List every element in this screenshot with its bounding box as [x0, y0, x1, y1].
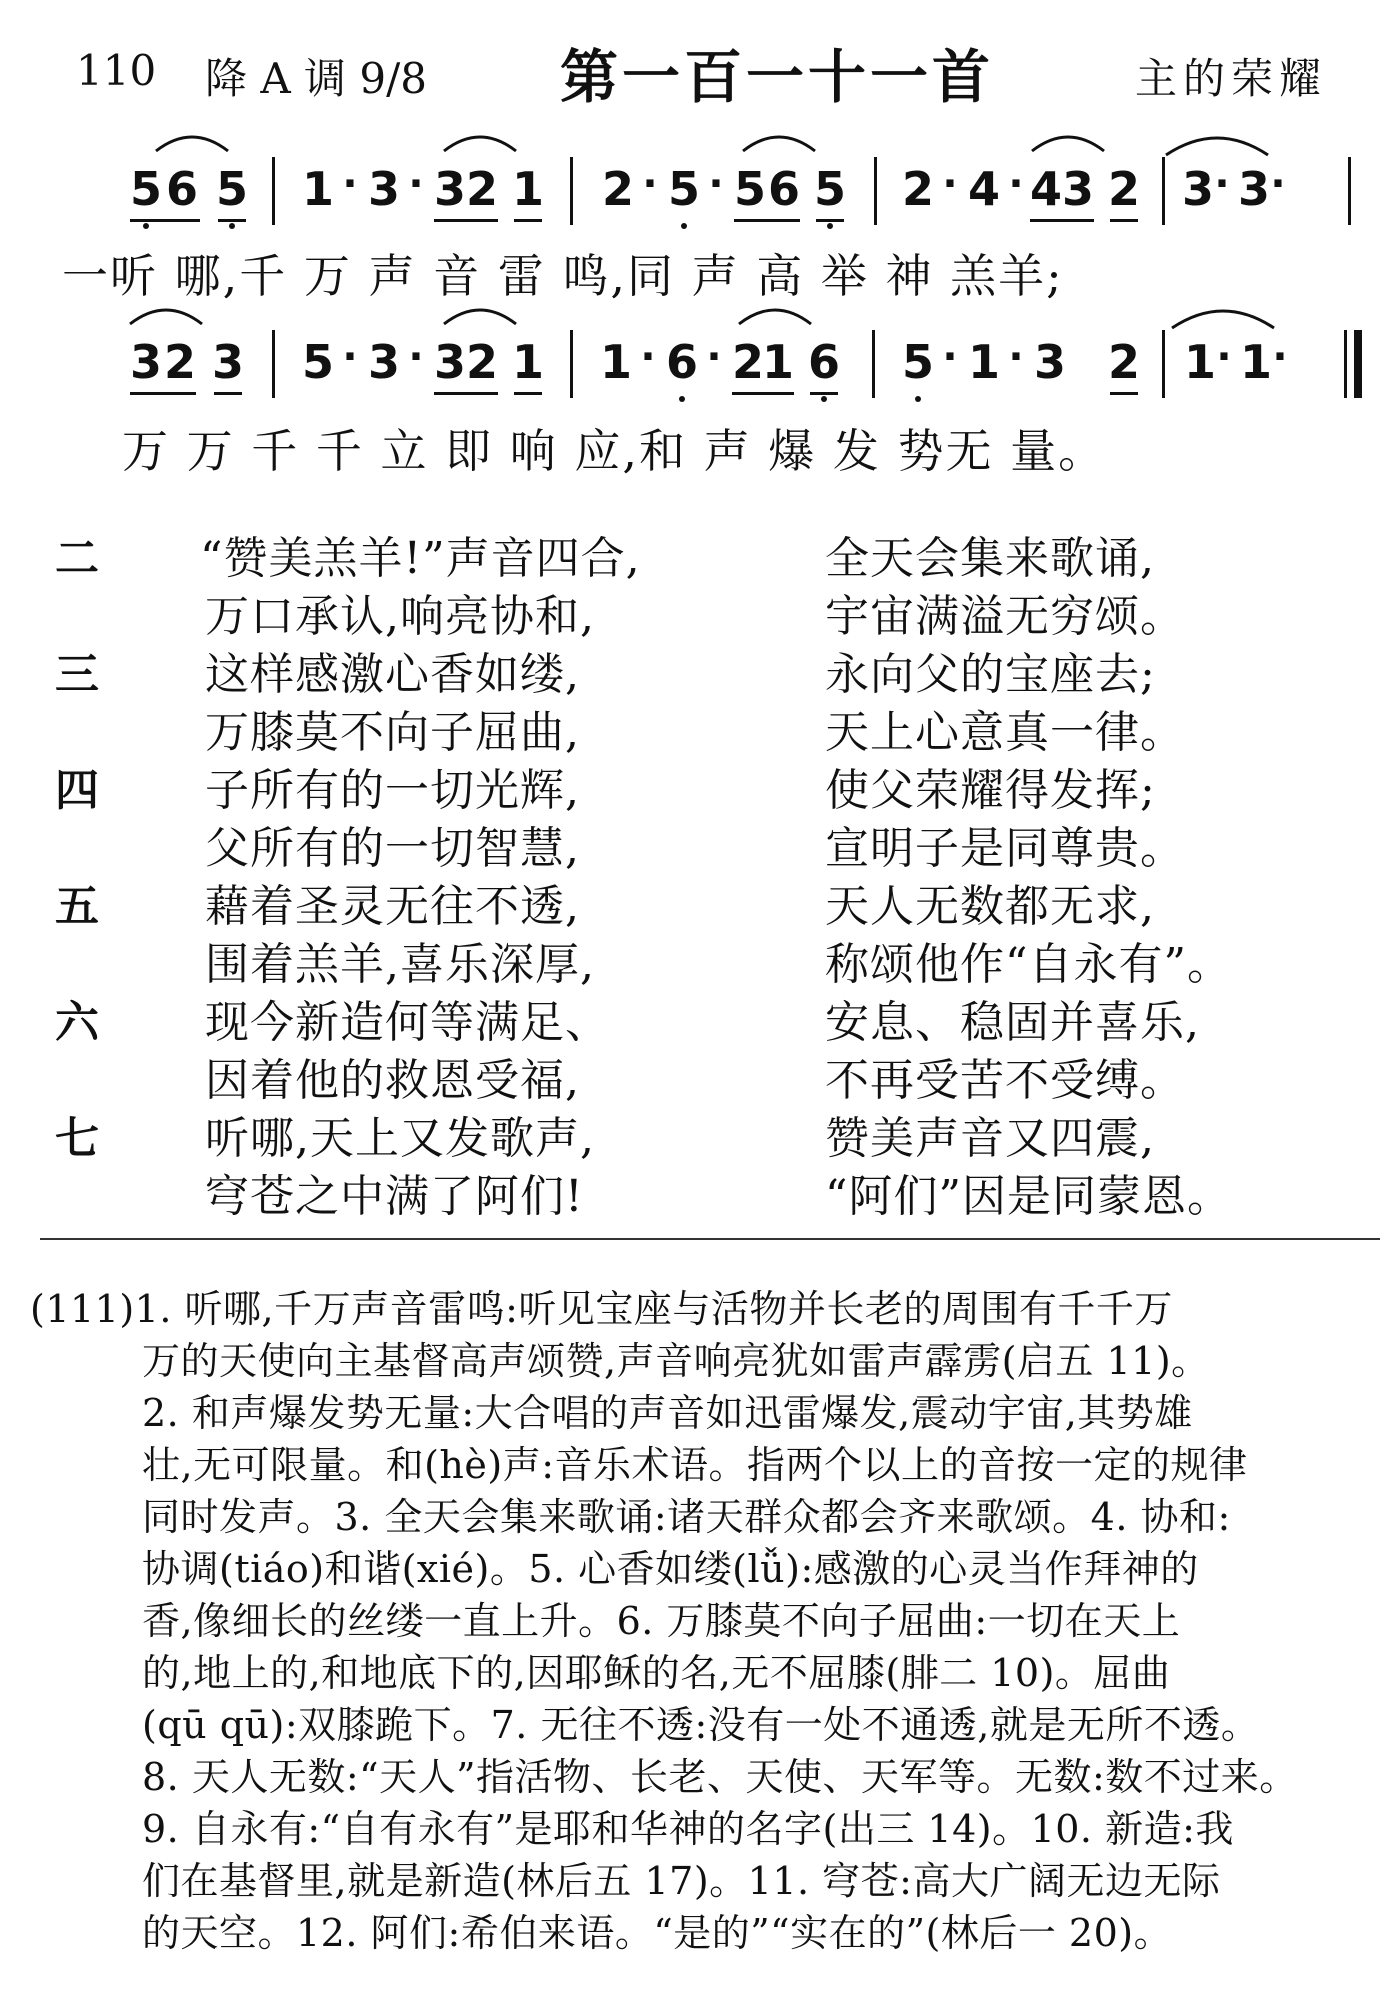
note: 1	[1183, 335, 1217, 389]
barline	[1162, 157, 1165, 225]
note: 3	[433, 162, 467, 216]
beam	[214, 392, 242, 395]
score-line-2	[122, 318, 1352, 408]
footnote-line: (qū qū):双膝跪下。7. 无往不透:没有一处不通透,就是无所不透。	[142, 1703, 1260, 1747]
beam	[734, 219, 800, 222]
verse-line: 赞美声音又四震,	[825, 1113, 1155, 1164]
note: 6	[807, 335, 841, 389]
beam	[130, 392, 196, 395]
note: 1	[967, 335, 1001, 389]
dot-separator: ·	[342, 334, 358, 380]
dot-separator: ·	[1270, 161, 1286, 207]
verse-number: 七	[55, 1113, 99, 1164]
beam	[514, 392, 542, 395]
note: 1	[511, 162, 545, 216]
note: 2	[901, 162, 935, 216]
verse-line: 因着他的救恩受福,	[205, 1055, 580, 1106]
dot-separator: ·	[1008, 334, 1024, 380]
note: 3	[211, 335, 245, 389]
beam	[816, 219, 844, 222]
note: 2	[1107, 162, 1141, 216]
lyrics-line-2: 万 万 千 千 立 即 响 应,和 声 爆 发 势无 量。	[122, 424, 1107, 478]
lyrics-line-1: 一听 哪,千 万 声 音 雷 鸣,同 声 高 举 神 羔羊;	[62, 249, 1064, 303]
dot-separator: ·	[1214, 161, 1230, 207]
note: 2	[163, 335, 197, 389]
verse-line: “阿们”因是同蒙恩。	[825, 1171, 1232, 1222]
note: 5	[733, 162, 767, 216]
note: 3	[1237, 162, 1271, 216]
footnote-line: (111)1. 听哪,千万声音雷鸣:听见宝座与活物并长老的周围有千千万	[30, 1287, 1173, 1331]
dot-separator: ·	[708, 161, 724, 207]
dot-separator: ·	[706, 334, 722, 380]
verse-line: 称颂他作“自永有”。	[825, 939, 1232, 990]
note: 5	[129, 162, 163, 216]
note: 6	[165, 162, 199, 216]
footnote-line: 9. 自永有:“自有永有”是耶和华神的名字(出三 14)。10. 新造:我	[142, 1807, 1234, 1851]
verse-line: 藉着圣灵无往不透,	[205, 881, 580, 932]
key-signature: 降 A 调 9/8	[205, 54, 427, 103]
verse-number: 五	[55, 881, 99, 932]
dot-separator: ·	[408, 161, 424, 207]
dot-separator: ·	[1008, 161, 1024, 207]
barline	[272, 157, 275, 225]
note: 3	[367, 335, 401, 389]
note: 3	[367, 162, 401, 216]
score-line-1	[122, 145, 1352, 235]
verse-line: 这样感激心香如缕,	[205, 649, 580, 700]
note: 1	[301, 162, 335, 216]
verse-line: 万膝莫不向子屈曲,	[205, 707, 580, 758]
verse-line: 围着羔羊,喜乐深厚,	[205, 939, 595, 990]
footnote-line: 万的天使向主基督高声颂赞,声音响亮犹如雷声霹雳(启五 11)。	[142, 1339, 1210, 1383]
verse-line: 天上心意真一律。	[825, 707, 1185, 758]
beam	[1110, 219, 1138, 222]
note: 4	[1029, 162, 1063, 216]
verse-line: 使父荣耀得发挥;	[825, 765, 1156, 816]
barline	[570, 157, 573, 225]
slur-mark	[1028, 125, 1108, 155]
slur-mark	[739, 125, 819, 155]
barline	[874, 157, 877, 225]
barline	[570, 330, 573, 398]
verse-line: 永向父的宝座去;	[825, 649, 1156, 700]
verse-line: 宇宙满溢无穷颂。	[825, 591, 1185, 642]
beam	[1110, 392, 1138, 395]
note: 2	[1107, 335, 1141, 389]
hymn-theme: 主的荣耀	[1135, 54, 1328, 103]
footnote-line: 们在基督里,就是新造(林后五 17)。11. 穹苍:高大广阔无边无际	[142, 1859, 1221, 1903]
slur-mark	[152, 125, 232, 155]
footnote-line: 协调(tiáo)和谐(xié)。5. 心香如缕(lǚ):感激的心灵当作拜神的	[142, 1547, 1199, 1591]
dot-separator: ·	[642, 161, 658, 207]
verse-number: 六	[55, 997, 99, 1048]
section-divider	[40, 1238, 1380, 1240]
beam	[514, 219, 542, 222]
verse-line: “赞美羔羊!”声音四合,	[200, 533, 641, 584]
beam	[130, 219, 200, 222]
note: 1	[599, 335, 633, 389]
note: 3	[129, 335, 163, 389]
barline	[1162, 330, 1165, 398]
hymn-title: 第一百一十一首	[560, 43, 995, 111]
note: 5	[215, 162, 249, 216]
final-barline	[1344, 330, 1347, 398]
slur-mark	[126, 298, 206, 328]
beam	[434, 392, 498, 395]
note: 2	[465, 162, 499, 216]
verse-line: 现今新造何等满足、	[205, 997, 610, 1048]
verse-line: 万口承认,响亮协和,	[205, 591, 595, 642]
note: 3	[433, 335, 467, 389]
beam	[810, 392, 838, 395]
verse-number: 二	[55, 533, 99, 584]
dot-separator: ·	[408, 334, 424, 380]
footnote-line: 的天空。12. 阿们:希伯来语。“是的”“实在的”(林后一 20)。	[142, 1911, 1173, 1955]
barline	[272, 330, 275, 398]
verse-line: 父所有的一切智慧,	[205, 823, 580, 874]
note: 1	[761, 335, 795, 389]
dot-separator: ·	[342, 161, 358, 207]
verse-line: 全天会集来歌诵,	[825, 533, 1155, 584]
dot-separator: ·	[1216, 334, 1232, 380]
verse-number: 四	[55, 765, 99, 816]
slur-mark	[1168, 298, 1278, 332]
note: 5	[901, 335, 935, 389]
verse-line: 穹苍之中满了阿们!	[205, 1171, 584, 1222]
footnote-line: 8. 天人无数:“天人”指活物、长老、天使、天军等。无数:数不过来。	[142, 1755, 1298, 1799]
final-barline	[1354, 330, 1362, 398]
beam	[1030, 219, 1094, 222]
note: 5	[667, 162, 701, 216]
note: 5	[813, 162, 847, 216]
note: 2	[731, 335, 765, 389]
note: 1	[511, 335, 545, 389]
beam	[218, 219, 246, 222]
verse-line: 安息、稳固并喜乐,	[825, 997, 1200, 1048]
note: 2	[465, 335, 499, 389]
hymn-number: 110	[76, 46, 157, 95]
note: 4	[967, 162, 1001, 216]
verse-line: 宣明子是同尊贵。	[825, 823, 1185, 874]
verse-line: 子所有的一切光辉,	[205, 765, 580, 816]
beam	[434, 219, 498, 222]
note: 3	[1061, 162, 1095, 216]
barline	[1348, 157, 1351, 225]
note: 2	[601, 162, 635, 216]
dot-separator: ·	[1272, 334, 1288, 380]
beam	[732, 392, 794, 395]
note: 6	[665, 335, 699, 389]
note: 3	[1033, 335, 1067, 389]
verse-number: 三	[55, 649, 99, 700]
verse-line: 不再受苦不受缚。	[825, 1055, 1185, 1106]
slur-mark	[735, 298, 815, 328]
footnote-line: 同时发声。3. 全天会集来歌诵:诸天群众都会齐来歌颂。4. 协和:	[142, 1495, 1231, 1539]
slur-mark	[440, 125, 520, 155]
footnote-line: 2. 和声爆发势无量:大合唱的声音如迅雷爆发,震动宇宙,其势雄	[142, 1391, 1193, 1435]
verse-line: 听哪,天上又发歌声,	[205, 1113, 595, 1164]
note: 1	[1239, 335, 1273, 389]
verse-line: 天人无数都无求,	[825, 881, 1155, 932]
footnote-line: 香,像细长的丝缕一直上升。6. 万膝莫不向子屈曲:一切在天上	[142, 1599, 1181, 1643]
slur-mark	[440, 298, 520, 328]
footnote-line: 壮,无可限量。和(hè)声:音乐术语。指两个以上的音按一定的规律	[142, 1443, 1248, 1487]
footnote-line: 的,地上的,和地底下的,因耶稣的名,无不屈膝(腓二 10)。屈曲	[142, 1651, 1171, 1695]
note: 3	[1181, 162, 1215, 216]
dot-separator: ·	[942, 161, 958, 207]
barline	[872, 330, 875, 398]
note: 5	[301, 335, 335, 389]
slur-mark	[1162, 125, 1272, 159]
dot-separator: ·	[942, 334, 958, 380]
dot-separator: ·	[640, 334, 656, 380]
note: 6	[767, 162, 801, 216]
